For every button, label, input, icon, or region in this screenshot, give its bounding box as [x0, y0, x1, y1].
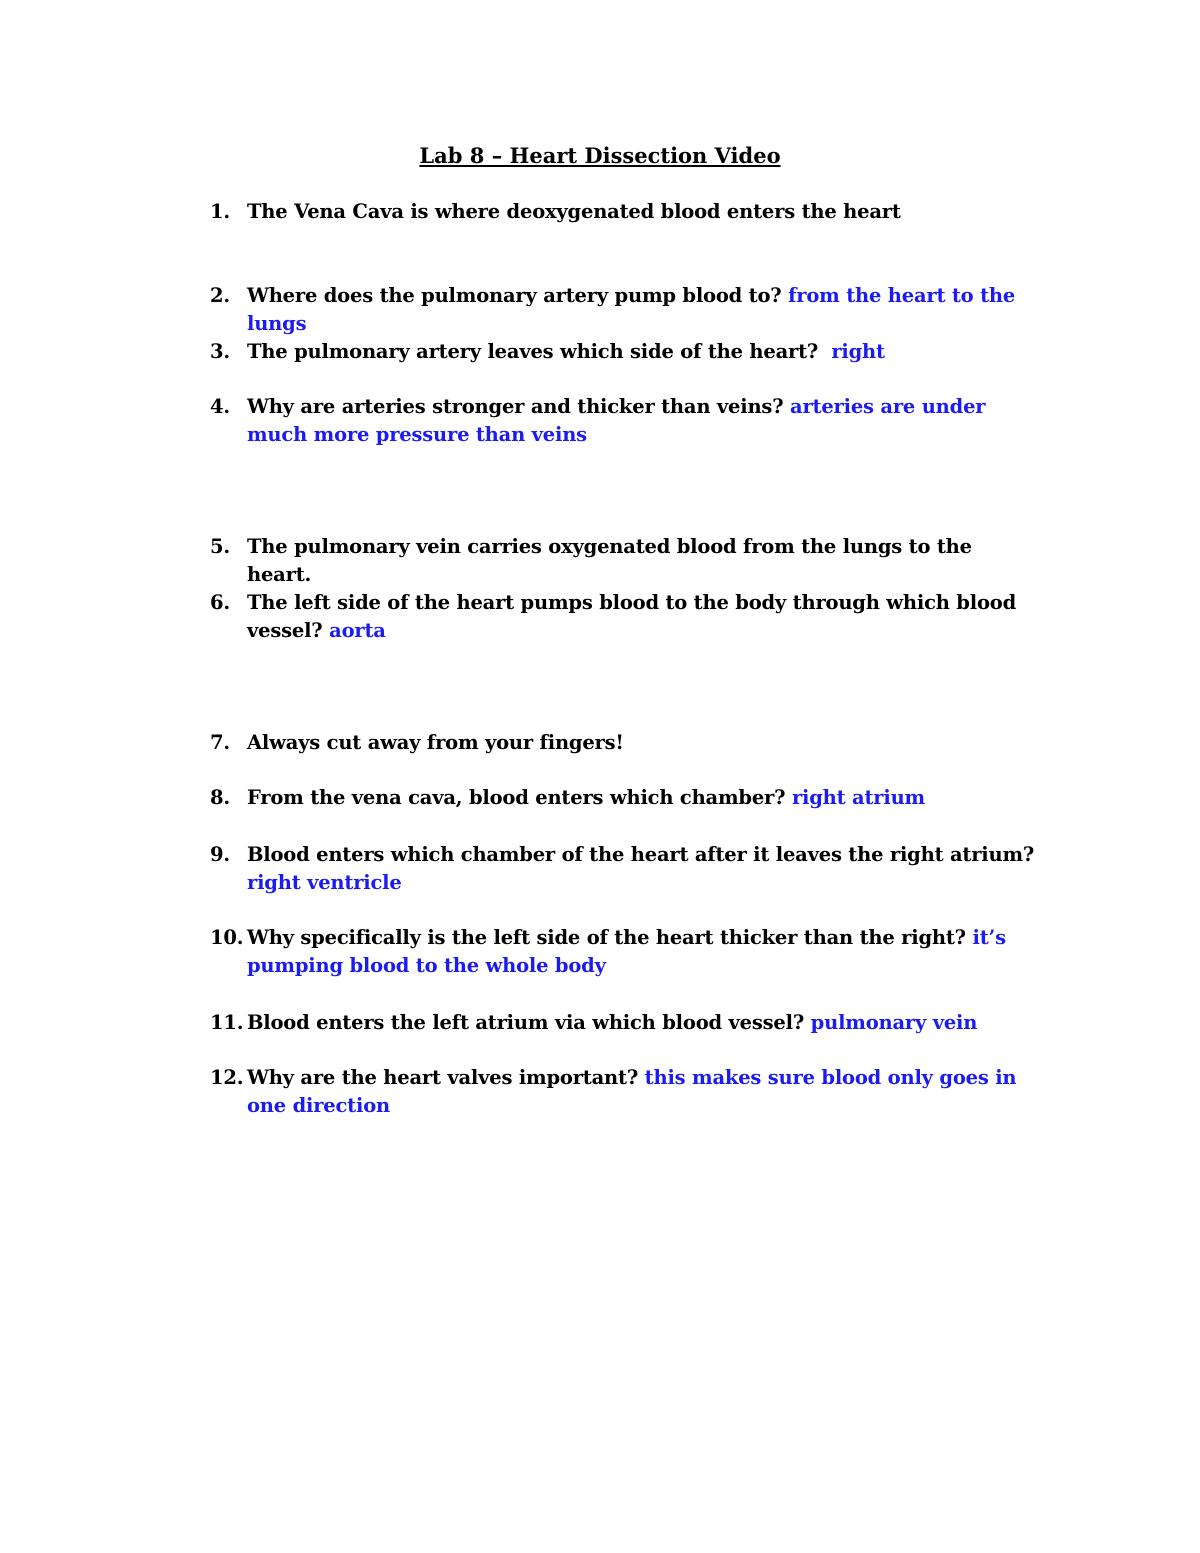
question-number: 5.: [210, 535, 230, 558]
question-item: [210, 729, 1040, 757]
question-item: [210, 1009, 1040, 1037]
question-item: [210, 282, 1040, 338]
answer-text: from the heart to the lungs: [247, 284, 1016, 335]
answer-text: pulmonary vein: [810, 1011, 978, 1034]
question-text: Why specifically is the left side of the heart thicker than the right?: [247, 926, 966, 949]
question-item: [210, 1064, 1040, 1120]
answer-text: it’s pumping blood to the whole body: [247, 926, 1006, 977]
question-number: 4.: [210, 395, 230, 418]
answer-text: this makes sure blood only goes in one direction: [247, 1066, 1017, 1117]
question-item: [210, 589, 1040, 645]
question-text: The Vena Cava is where deoxygenated blood enters the heart: [247, 200, 901, 223]
answer-text: aorta: [329, 619, 386, 642]
question-item: [210, 784, 1040, 812]
question-item: [210, 841, 1040, 897]
question-number: 6.: [210, 591, 230, 614]
question-text: Why are the heart valves important?: [247, 1066, 639, 1089]
question-text: From the vena cava, blood enters which chamber?: [247, 786, 786, 809]
answer-text: arteries are under much more pressure than veins: [247, 395, 986, 446]
question-text: Why are arteries stronger and thicker than veins?: [247, 395, 784, 418]
question-number: 9.: [210, 843, 230, 866]
question-text: The pulmonary artery leaves which side of the heart?: [247, 340, 819, 363]
question-number: 3.: [210, 340, 230, 363]
question-item: [210, 198, 1040, 226]
page-title: Lab 8 – Heart Dissection Video: [419, 143, 781, 168]
question-item: [210, 533, 1040, 589]
question-number: 1.: [210, 200, 230, 223]
question-text: Blood enters which chamber of the heart after it leaves the right atrium?: [247, 843, 1035, 866]
question-text: Always cut away from your fingers!: [247, 731, 624, 754]
question-text: Blood enters the left atrium via which blood vessel?: [247, 1011, 805, 1034]
answer-text: right: [831, 340, 885, 363]
question-number: 12.: [210, 1066, 244, 1089]
question-text: Where does the pulmonary artery pump blood to?: [247, 284, 782, 307]
question-number: 10.: [210, 926, 244, 949]
question-number: 7.: [210, 731, 230, 754]
question-number: 8.: [210, 786, 230, 809]
answer-text: right atrium: [791, 786, 925, 809]
question-text: The left side of the heart pumps blood to the body through which blood vessel?: [247, 591, 1016, 642]
question-number: 11.: [210, 1011, 244, 1034]
answer-text: right ventricle: [247, 871, 402, 894]
question-number: 2.: [210, 284, 230, 307]
question-item: [210, 338, 1040, 366]
question-text: The pulmonary vein carries oxygenated blood from the lungs to the heart.: [247, 535, 972, 586]
question-item: [210, 393, 1040, 449]
question-item: [210, 924, 1040, 980]
